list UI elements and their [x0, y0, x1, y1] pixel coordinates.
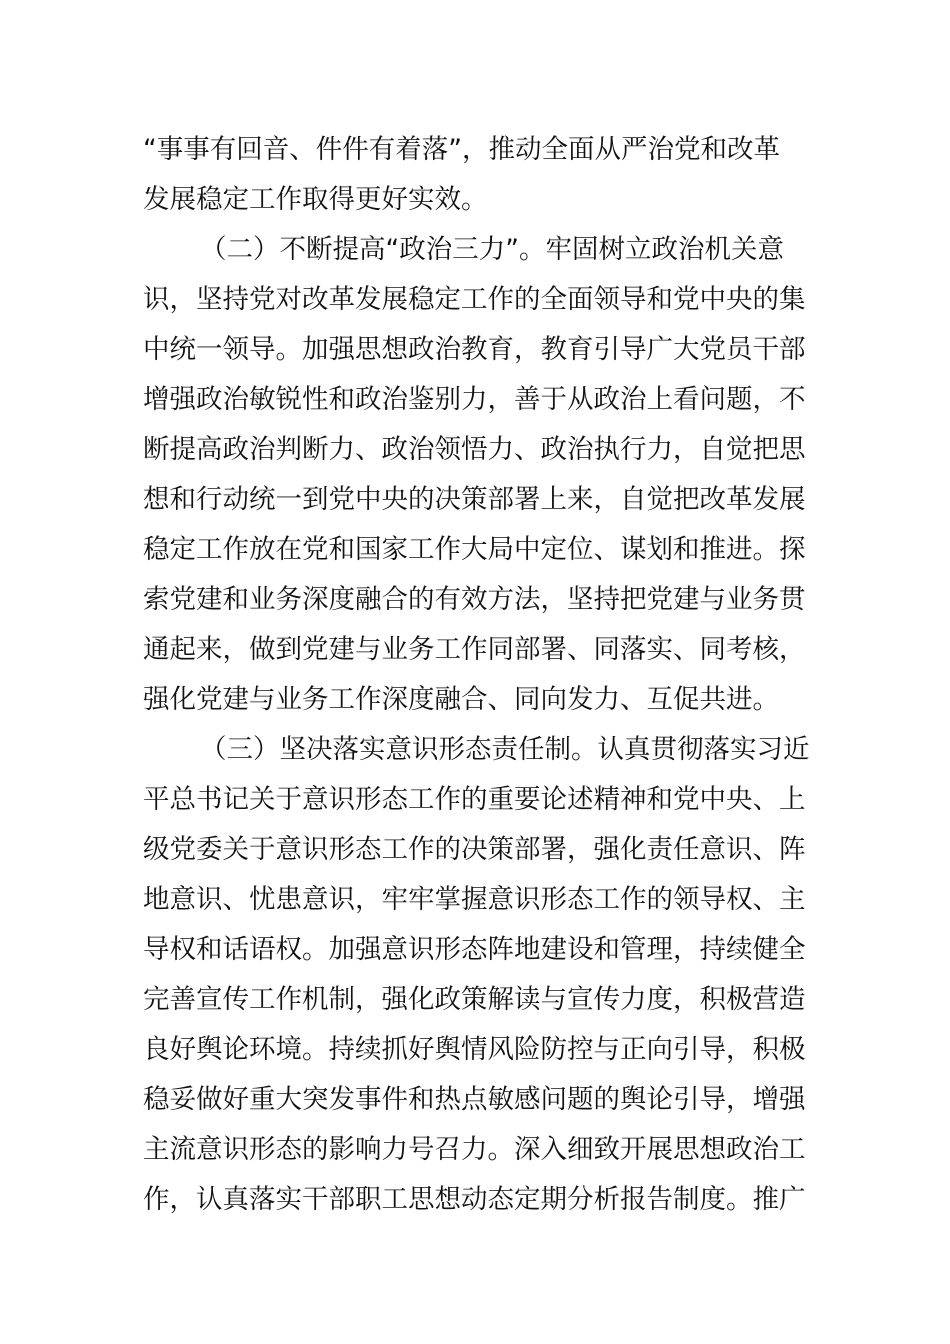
text-line: 发展稳定工作取得更好实效。 [143, 184, 488, 215]
text-line: 完善宣传工作机制，强化政策解读与宣传力度，积极营造 [143, 984, 806, 1015]
text-line: 主流意识形态的影响力号召力。深入细致开展思想政治工 [143, 1134, 806, 1165]
text-line: 断提高政治判断力、政治领悟力、政治执行力，自觉把思 [143, 434, 806, 465]
text-line: 导权和话语权。加强意识形态阵地建设和管理，持续健全 [143, 934, 806, 965]
text-line: 强化党建与业务工作深度融合、同向发力、互促共进。 [143, 684, 779, 715]
text-line: 稳定工作放在党和国家工作大局中定位、谋划和推进。探 [143, 534, 806, 565]
text-line: 级党委关于意识形态工作的决策部署，强化责任意识、阵 [143, 834, 806, 865]
text-line: 索党建和业务深度融合的有效方法，坚持把党建与业务贯 [143, 584, 806, 615]
text-line: 想和行动统一到党中央的决策部署上来，自觉把改革发展 [143, 484, 806, 515]
text-line: 增强政治敏锐性和政治鉴别力，善于从政治上看问题，不 [143, 384, 806, 415]
section-2-heading-line: （二）不断提高“政治三力”。牢固树立政治机关意 [200, 234, 784, 265]
text-line: 通起来，做到党建与业务工作同部署、同落实、同考核， [143, 634, 806, 665]
text-line: 良好舆论环境。持续抓好舆情风险防控与正向引导，积极 [143, 1034, 806, 1065]
text-line: 中统一领导。加强思想政治教育，教育引导广大党员干部 [143, 334, 806, 365]
section-3-heading-line: （三）坚决落实意识形态责任制。认真贯彻落实习近 [200, 734, 810, 765]
text-line: 识，坚持党对改革发展稳定工作的全面领导和党中央的集 [143, 284, 806, 315]
text-line: 作，认真落实干部职工思想动态定期分析报告制度。推广 [143, 1184, 806, 1215]
text-line: 稳妥做好重大突发事件和热点敏感问题的舆论引导，增强 [143, 1084, 806, 1115]
text-line: 地意识、忧患意识，牢牢掌握意识形态工作的领导权、主 [143, 884, 806, 915]
text-line: “事事有回音、件件有着落”，推动全面从严治党和改革 [143, 134, 780, 165]
text-line: 平总书记关于意识形态工作的重要论述精神和党中央、上 [143, 784, 806, 815]
